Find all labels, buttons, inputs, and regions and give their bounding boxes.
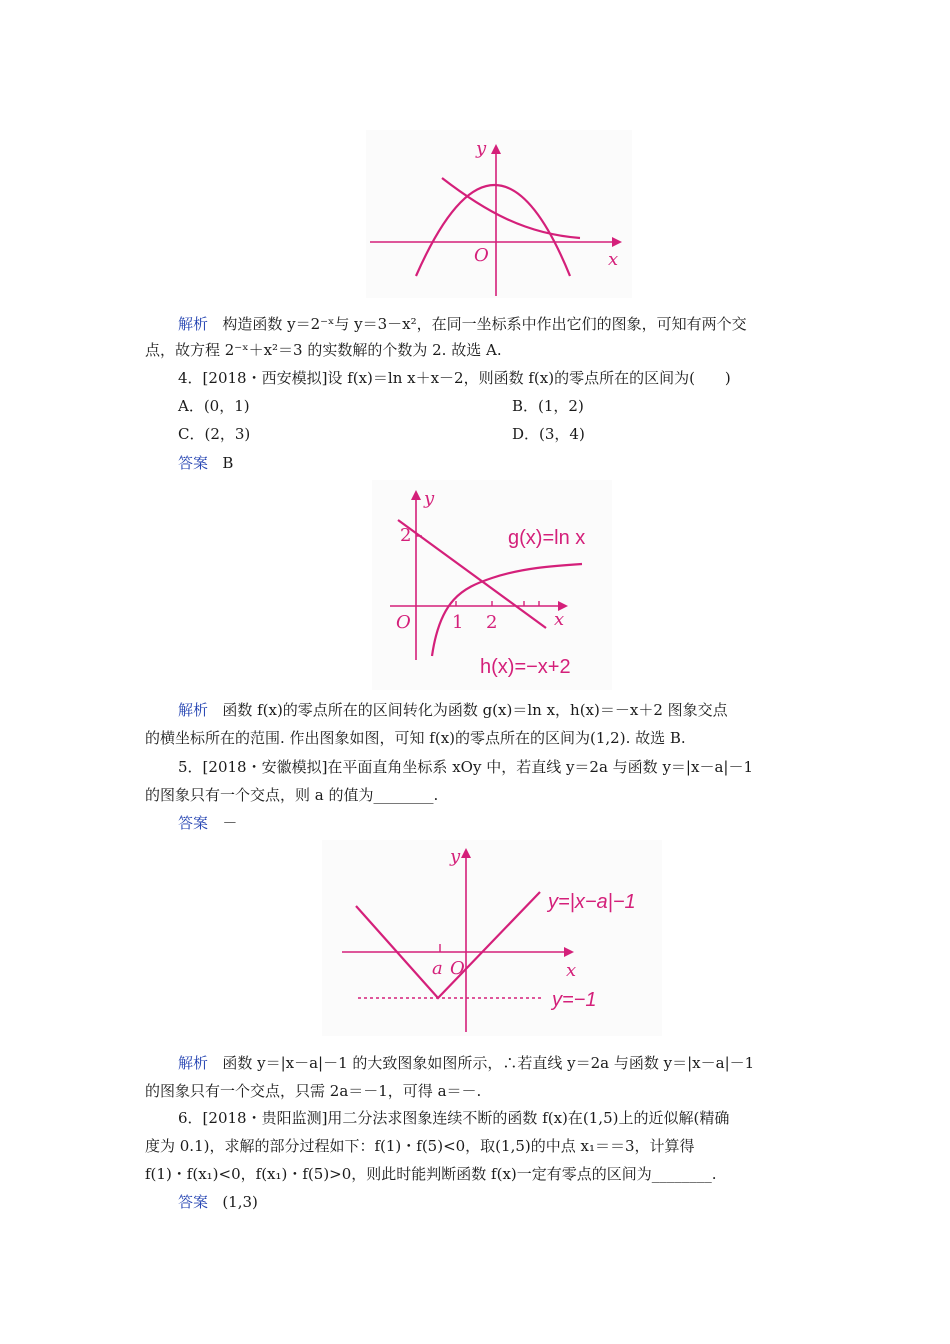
answer-label: 答案 xyxy=(178,1193,209,1211)
figure-q3-graph xyxy=(366,130,632,298)
answer-label: 答案 xyxy=(178,814,209,832)
curve-abs xyxy=(356,892,540,998)
y-axis-label: y xyxy=(450,846,461,867)
q5-solution-line-2: 的图象只有一个交点，只需 2a＝－1，可得 a＝－. xyxy=(145,1082,482,1100)
h-label: h(x)=−x+2 xyxy=(480,656,571,678)
q4-option-b: B．(1，2) xyxy=(512,397,584,415)
q4-option-c: C．(2，3) xyxy=(178,425,251,443)
x-axis-arrow xyxy=(564,947,574,957)
x-axis-arrow xyxy=(612,237,622,247)
q6-stem-line-1: 6．[2018・贵阳监测]用二分法求图象连续不断的函数 f(x)在(1,5)上的近似解(精确 xyxy=(178,1109,730,1127)
y-axis-label: y xyxy=(476,138,487,159)
x-tick-label-1: 1 xyxy=(452,612,464,633)
solution-label: 解析 xyxy=(178,315,209,333)
answer-value: B xyxy=(222,454,234,472)
q5-stem-line-1: 5．[2018・安徽模拟]在平面直角坐标系 xOy 中，若直线 y＝2a 与函数 y＝|x－a|－1 xyxy=(178,758,753,776)
q4-solution-line-2: 的横坐标所在的范围. 作出图象如图，可知 f(x)的零点所在的区间为(1,2). 故选 B. xyxy=(145,729,686,747)
figure-q4-graph xyxy=(372,480,612,690)
answer-label: 答案 xyxy=(178,454,209,472)
y-axis-label: y xyxy=(424,488,435,509)
answer-value: (1,3) xyxy=(222,1193,258,1211)
y-axis-arrow xyxy=(411,490,421,500)
q5-solution-line-1 xyxy=(178,1052,754,1074)
q4-option-d: D．(3，4) xyxy=(512,425,585,443)
y-axis-arrow xyxy=(461,848,471,858)
a-label: a xyxy=(432,958,443,979)
x-axis-label: x xyxy=(566,960,577,981)
solution-text: 函数 y＝|x－a|－1 的大致图象如图所示，∴若直线 y＝2a 与函数 y＝|x－a|－1 xyxy=(222,1054,755,1072)
curve-exponential xyxy=(442,178,580,238)
q6-stem-line-2: 度为 0.1)，求解的部分过程如下：f(1)・f(5)<0，取(1,5)的中点 x₁＝＝3，计算得 xyxy=(145,1137,695,1155)
figure-q5-graph xyxy=(322,840,662,1036)
q6-stem-line-3: f(1)・f(x₁)<0，f(x₁)・f(5)>0，则此时能判断函数 f(x)一定有零点的区间为________. xyxy=(145,1165,717,1183)
solution-text: 构造函数 y＝2⁻ˣ与 y＝3－x²，在同一坐标系中作出它们的图象，可知有两个交 xyxy=(222,315,747,333)
answer-value: － xyxy=(222,814,238,832)
x-axis-label: x xyxy=(554,609,565,630)
solution-text: 函数 f(x)的零点所在的区间转化为函数 g(x)＝ln x，h(x)＝－x＋2 图象交点 xyxy=(222,701,728,719)
origin-label: O xyxy=(396,612,411,633)
q5-answer xyxy=(178,812,237,834)
solution-label: 解析 xyxy=(178,1054,209,1072)
line-label: y=−1 xyxy=(552,989,597,1011)
q3-solution-line-2: 点，故方程 2⁻ˣ＋x²＝3 的实数解的个数为 2. 故选 A. xyxy=(145,341,502,359)
solution-label: 解析 xyxy=(178,701,209,719)
q4-option-a: A．(0，1) xyxy=(178,397,250,415)
origin-label: O xyxy=(450,958,465,979)
curve-parabola xyxy=(416,185,570,276)
y-tick-label-2: 2 xyxy=(400,525,412,546)
q5-stem-line-2: 的图象只有一个交点，则 a 的值为________. xyxy=(145,786,439,804)
g-label: g(x)=ln x xyxy=(508,527,586,549)
q6-answer xyxy=(178,1191,258,1213)
q4-stem: 4．[2018・西安模拟]设 f(x)＝ln x＋x－2，则函数 f(x)的零点所在的区间为( ) xyxy=(178,369,731,387)
x-tick-label-2: 2 xyxy=(486,612,498,633)
f-label: y=|x−a|−1 xyxy=(548,891,636,913)
x-axis-label: x xyxy=(608,249,619,270)
origin-label: O xyxy=(474,245,489,266)
q4-solution-line-1 xyxy=(178,699,728,721)
q4-answer xyxy=(178,452,233,474)
y-axis-arrow xyxy=(491,144,501,154)
q3-solution-line-1 xyxy=(178,313,747,335)
